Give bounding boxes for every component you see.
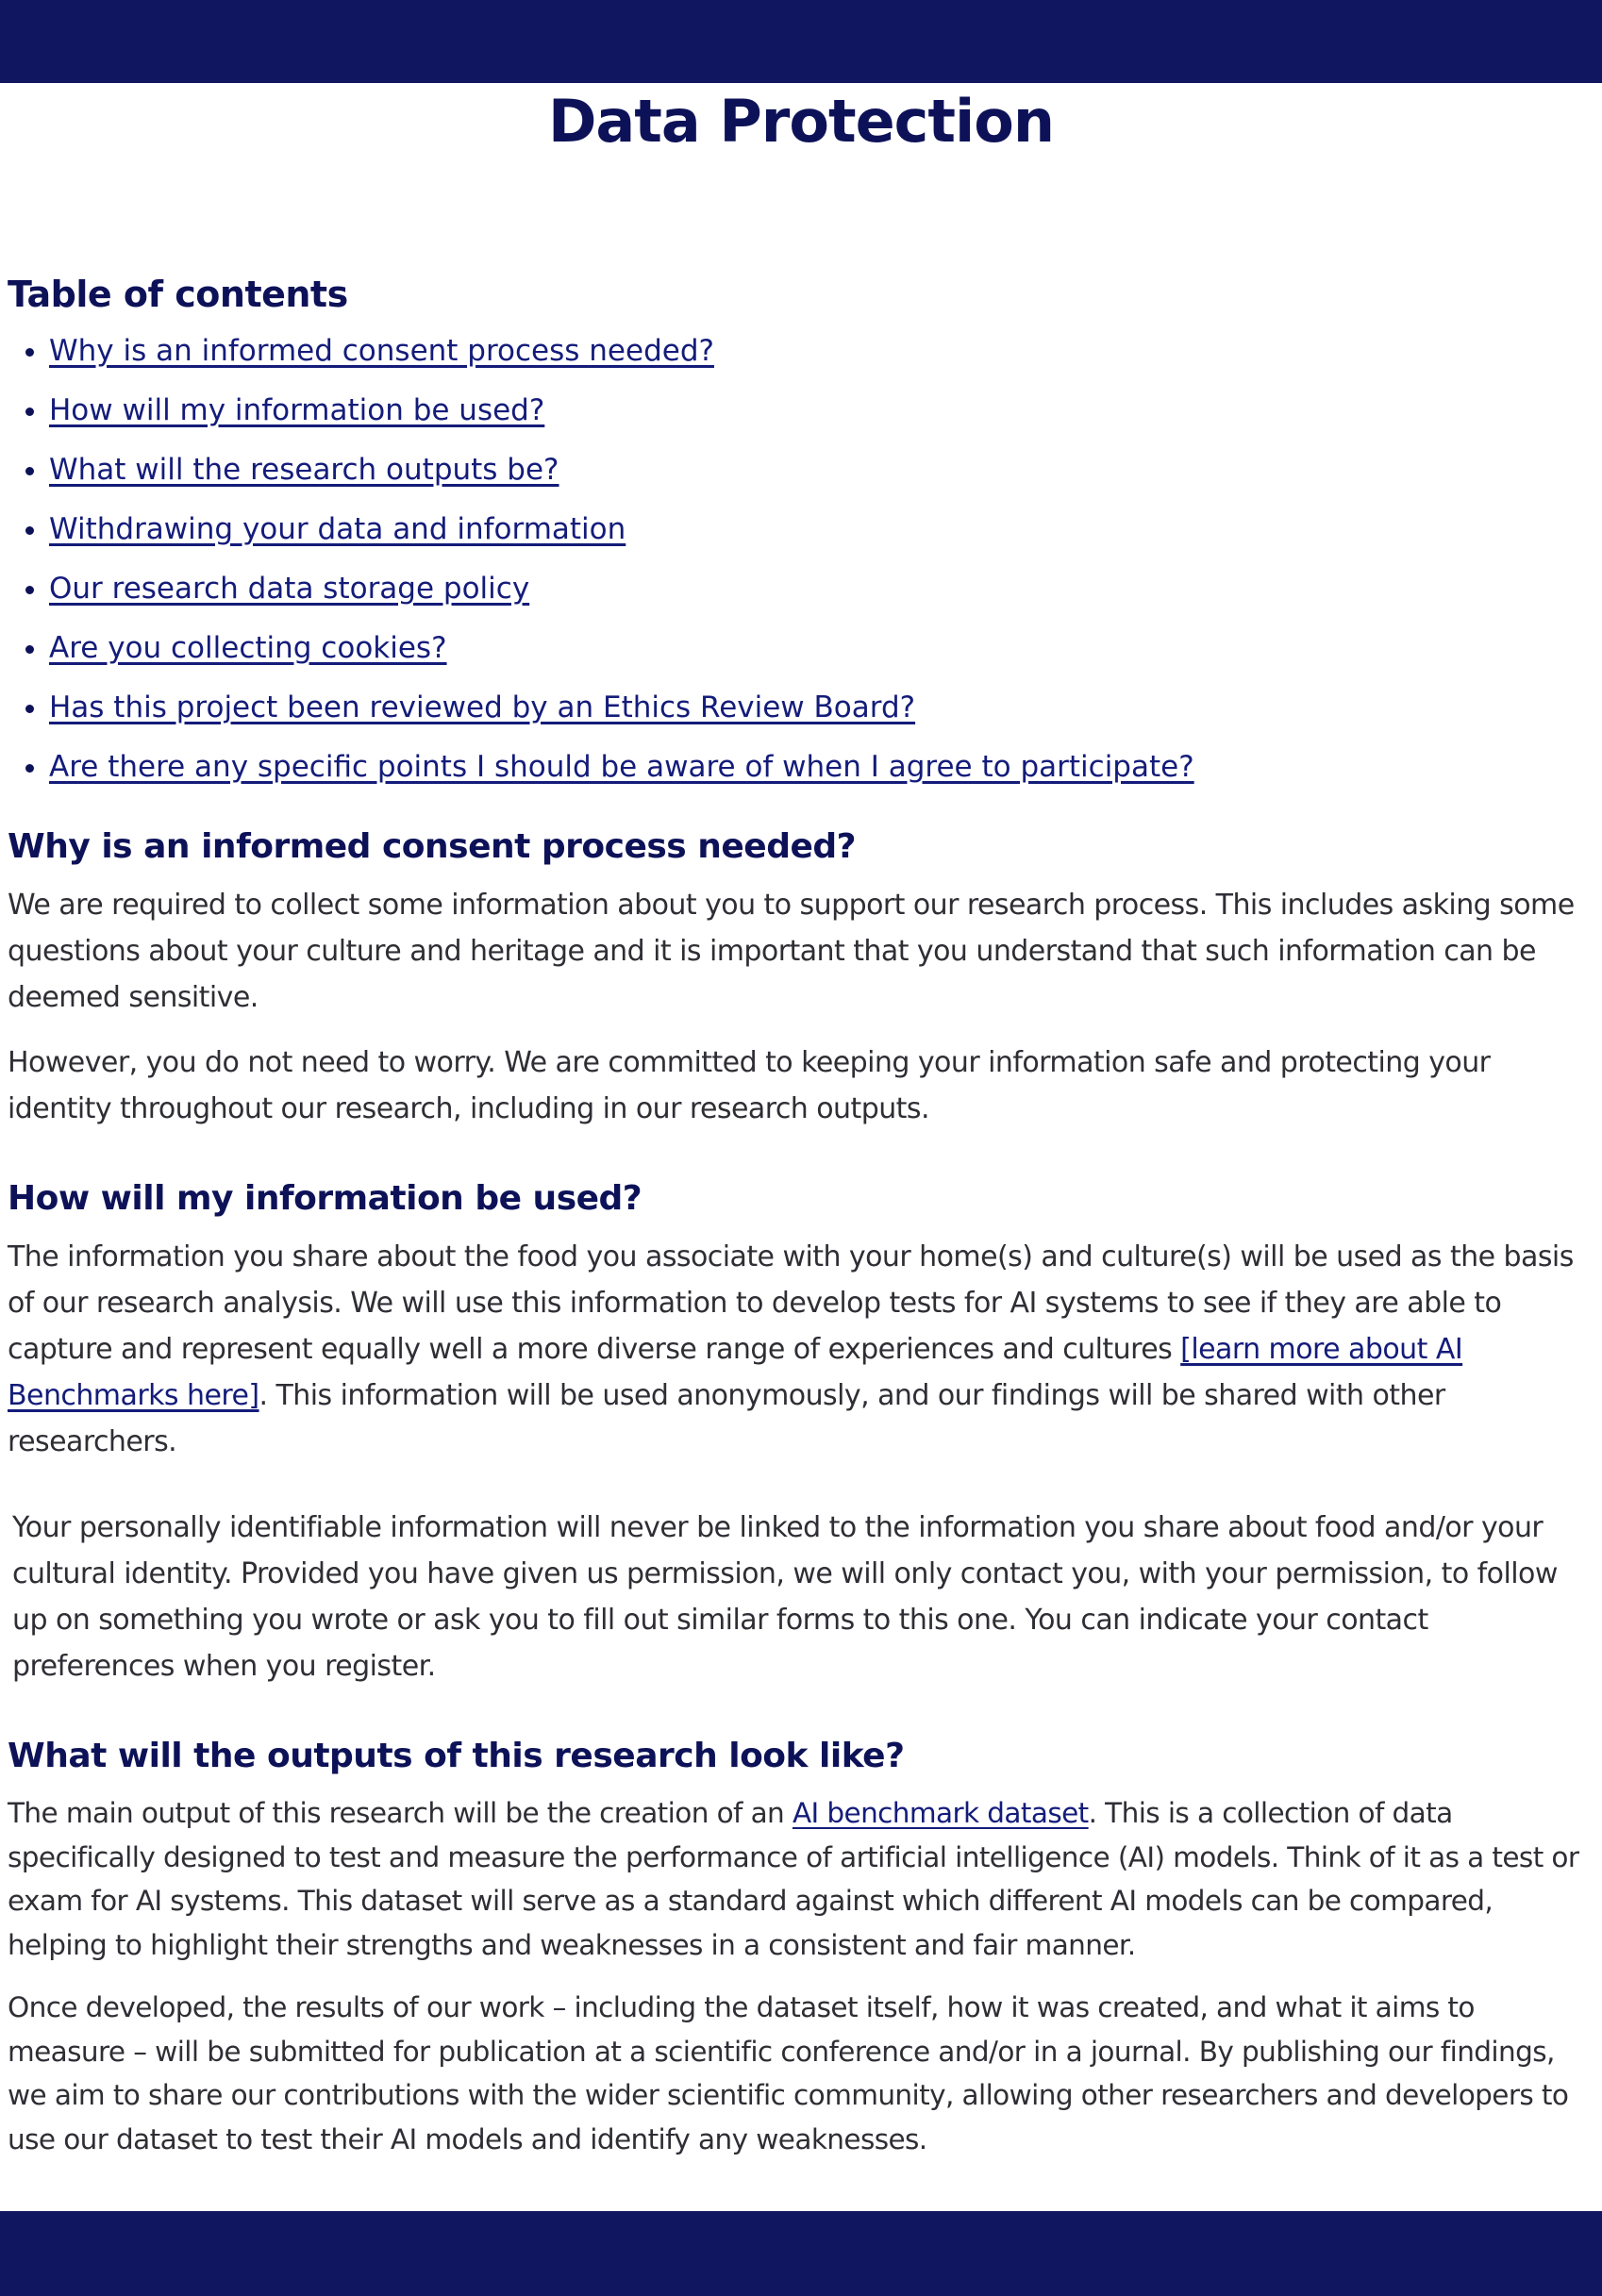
toc-link-outputs[interactable]: What will the research outputs be? (49, 453, 559, 487)
header-bar (0, 0, 1602, 83)
toc-link-usage[interactable]: How will my information be used? (49, 393, 545, 427)
usage-text-after-link: . This information will be used anonymously, and our findings will be shared with other researchers. (8, 1379, 1445, 1458)
usage-text-before-link: The information you share about the food you associate with your home(s) and culture(s) will be used as the basis of our research analysis. We will use this information to develop tests for AI systems to see if they are able to capture and represent equally well a more diverse range of experiences and cultures (8, 1240, 1574, 1366)
ai-benchmark-dataset-link[interactable]: AI benchmark dataset (792, 1797, 1089, 1829)
consent-paragraph-1: We are required to collect some information about you to support our research process. This includes asking some questions about your culture and heritage and it is important that you understand that such information can be deemed sensitive. (8, 889, 1575, 1014)
table-of-contents (8, 332, 1589, 786)
outputs-text-before-link: The main output of this research will be the creation of an (8, 1797, 793, 1829)
toc-item (49, 451, 1589, 489)
usage-paragraph-2: Your personally identifiable information will never be linked to the information you share about food and/or your cultural identity. Provided you have given us permission, we will only contact you, with your permission, to follow up on something you wrote or ask you to fill out similar forms to this one. You can indicate your contact preferences when you register. (12, 1511, 1558, 1683)
toc-item (49, 570, 1589, 607)
toc-link-ethics-review[interactable]: Has this project been reviewed by an Ethics Review Board? (49, 690, 916, 724)
toc-link-consent[interactable]: Why is an informed consent process needed? (49, 334, 714, 368)
toc-item (49, 510, 1589, 548)
section-heading-consent: Why is an informed consent process needed? (8, 827, 857, 866)
toc-link-cookies[interactable]: Are you collecting cookies? (49, 631, 447, 665)
section-heading-outputs: What will the outputs of this research look like? (8, 1737, 905, 1775)
ai-benchmarks-link[interactable]: [learn more about AI Benchmarks here] (8, 1333, 1463, 1412)
section-usage (8, 1177, 1589, 1689)
footer-bar (0, 2211, 1602, 2296)
outputs-paragraph-1 (8, 1791, 1589, 1967)
page-title: Data Protection (547, 87, 1055, 156)
toc-item (49, 629, 1589, 667)
toc-item (49, 748, 1589, 786)
outputs-paragraph-2: Once developed, the results of our work – including the dataset itself, how it was created, and what it aims to measure – will be submitted for publication at a scientific conference and/or in a journal. By publishing our findings, we aim to share our contributions with the wider scientific community, allowing other researchers and developers to use our dataset to test their AI models and identify any weaknesses. (8, 1991, 1569, 2155)
toc-item (49, 689, 1589, 726)
toc-link-storage-policy[interactable]: Our research data storage policy (49, 572, 530, 606)
section-consent (8, 825, 1589, 1132)
toc-item (49, 391, 1589, 429)
outputs-text-after-link: . This is a collection of data specifically designed to test and measure the performance of artificial intelligence (AI) models. Think of it as a test or exam for AI systems. This dataset will serve as a standard against which different AI models can be compared, helping to highlight their strengths and weaknesses in a consistent and fair manner. (8, 1797, 1579, 1961)
toc-heading: Table of contents (8, 274, 348, 315)
section-heading-usage: How will my information be used? (8, 1179, 642, 1218)
main-content (8, 274, 1589, 2180)
usage-paragraph-1 (8, 1234, 1589, 1465)
section-outputs (8, 1735, 1589, 2161)
toc-link-withdrawing[interactable]: Withdrawing your data and information (49, 512, 626, 546)
toc-item (49, 332, 1589, 370)
consent-paragraph-2: However, you do not need to worry. We are committed to keeping your information safe and protecting your identity throughout our research, including in our research outputs. (8, 1046, 1491, 1125)
toc-link-specific-points[interactable]: Are there any specific points I should be aware of when I agree to participate? (49, 750, 1194, 784)
